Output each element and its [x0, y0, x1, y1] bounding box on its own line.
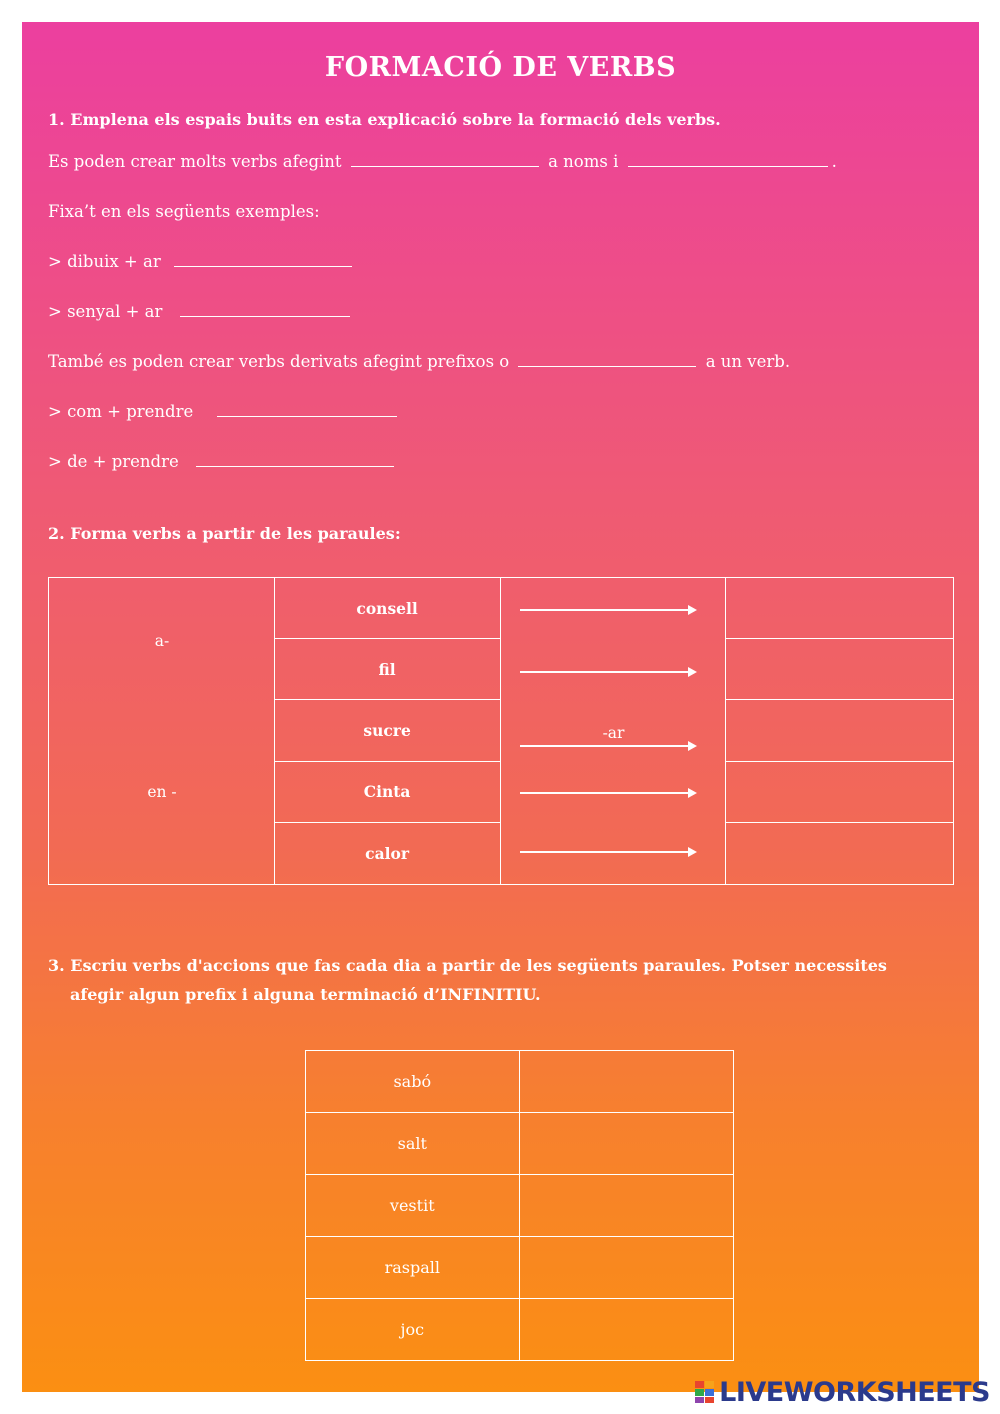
example-4-text: > de + prendre — [48, 452, 179, 471]
word-cell: Cinta — [274, 761, 500, 822]
prefix-cell — [49, 578, 275, 885]
example-row-4 — [48, 452, 398, 471]
sentence-line3-part-b: a un verb. — [705, 352, 791, 371]
example-3-text: > com + prendre — [48, 402, 194, 421]
blank-input-7[interactable] — [196, 452, 394, 467]
liveworksheets-logo-text: LIVEWORKSHEETS — [719, 1377, 990, 1408]
example-row-1 — [48, 252, 356, 271]
prefix-a-label: a- — [154, 632, 170, 650]
sentence-line1-part-b: a noms i — [548, 152, 619, 171]
daily-actions-table — [305, 1050, 734, 1361]
word-cell: sucre — [274, 700, 500, 761]
blank-input-2[interactable] — [628, 152, 828, 167]
section3-heading — [48, 956, 958, 1004]
blank-input-4[interactable] — [180, 302, 350, 317]
word-cell: calor — [274, 822, 500, 884]
sentence-line2: Fixa’t en els següents exemples: — [48, 202, 320, 221]
suffix-ar-label: -ar — [602, 724, 625, 742]
sentence-line3-part-a: També es poden crear verbs derivats afegint prefixos o — [48, 352, 510, 371]
arrow-icon — [520, 609, 695, 611]
answer-cell[interactable] — [519, 1299, 733, 1361]
word-cell: sabó — [306, 1051, 520, 1113]
sentence-line1-part-c: . — [831, 152, 837, 171]
word-cell: fil — [274, 639, 500, 700]
blank-input-1[interactable] — [351, 152, 539, 167]
arrow-icon — [520, 851, 695, 853]
arrow-icon — [520, 671, 695, 673]
page-title: FORMACIÓ DE VERBS — [324, 52, 677, 83]
answer-cell[interactable] — [726, 700, 954, 761]
arrow-icon — [520, 792, 695, 794]
word-cell: raspall — [306, 1237, 520, 1299]
blank-input-3[interactable] — [174, 252, 352, 267]
blank-input-5[interactable] — [518, 352, 696, 367]
answer-cell[interactable] — [519, 1051, 733, 1113]
answer-cell[interactable] — [519, 1175, 733, 1237]
example-row-2 — [48, 302, 354, 321]
word-cell: vestit — [306, 1175, 520, 1237]
example-row-3 — [48, 402, 401, 421]
example-1-text: > dibuix + ar — [48, 252, 161, 271]
sentence-line3 — [48, 352, 790, 371]
answer-cell[interactable] — [519, 1113, 733, 1175]
section2-heading: 2. Forma verbs a partir de les paraules: — [48, 524, 401, 543]
liveworksheets-logo — [695, 1377, 990, 1408]
sentence-line1-part-a: Es poden crear molts verbs afegint — [48, 152, 342, 171]
answer-cell[interactable] — [726, 761, 954, 822]
section3-heading-line1: 3. Escriu verbs d'accions que fas cada dia a partir de les següents paraules. Potser necessites — [48, 956, 887, 975]
answer-cell[interactable] — [726, 578, 954, 639]
section3-heading-line2: afegir algun prefix i alguna terminació d’INFINITIU. — [70, 985, 541, 1004]
liveworksheets-logo-icon — [695, 1381, 715, 1403]
sentence-line1 — [48, 152, 837, 171]
word-cell: consell — [274, 578, 500, 639]
suffix-cell — [500, 578, 726, 885]
answer-cell[interactable] — [519, 1237, 733, 1299]
answer-cell[interactable] — [726, 639, 954, 700]
arrow-icon — [520, 745, 695, 747]
example-2-text: > senyal + ar — [48, 302, 163, 321]
verb-formation-table — [48, 577, 954, 885]
worksheet-page — [22, 22, 979, 1392]
prefix-en-label: en - — [147, 783, 177, 801]
section1-heading: 1. Emplena els espais buits en esta explicació sobre la formació dels verbs. — [48, 110, 721, 129]
word-cell: salt — [306, 1113, 520, 1175]
word-cell: joc — [306, 1299, 520, 1361]
blank-input-6[interactable] — [217, 402, 397, 417]
answer-cell[interactable] — [726, 822, 954, 884]
